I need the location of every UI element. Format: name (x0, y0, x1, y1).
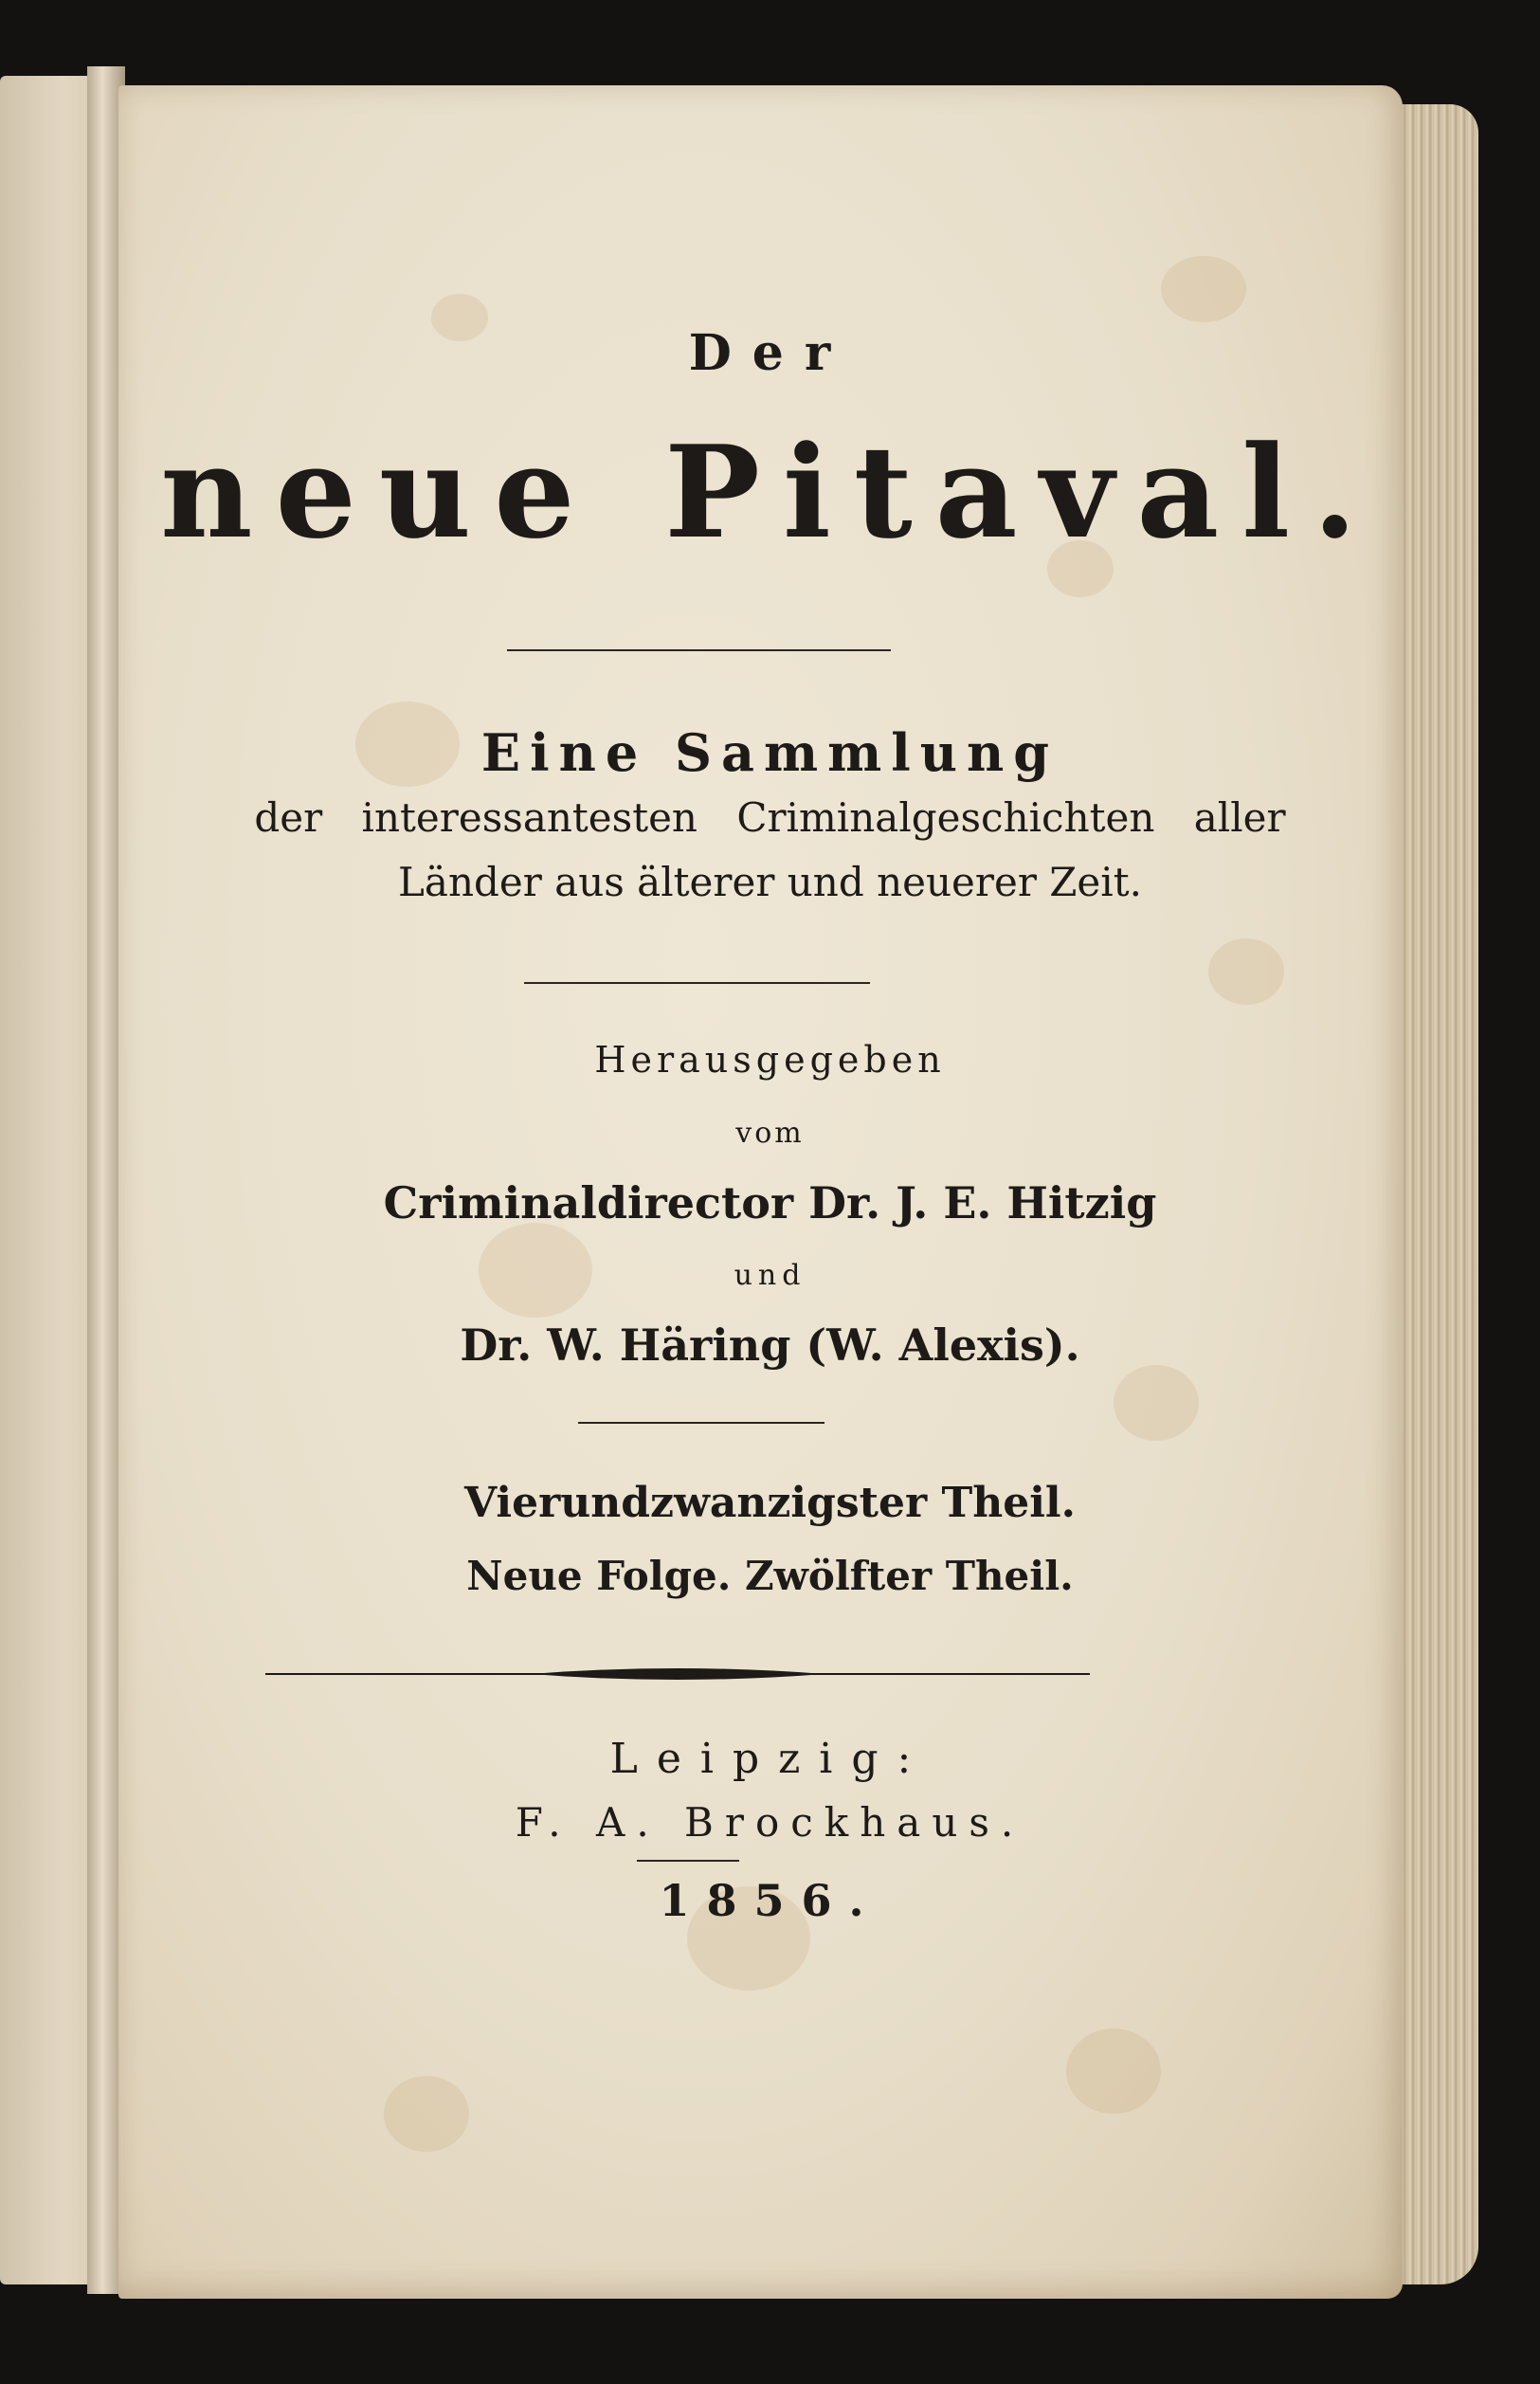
editor-und: und (734, 1259, 806, 1292)
divider-bottom (637, 1860, 739, 1862)
subtitle-line-3: Länder aus älterer und neuerer Zeit. (398, 859, 1142, 905)
book-title: neue Pitaval. (160, 417, 1380, 567)
editor-hitzig: Criminaldirector Dr. J. E. Hitzig (383, 1177, 1157, 1228)
editor-haering: Dr. W. Häring (W. Alexis). (460, 1319, 1080, 1371)
publisher-city: Leipzig: (609, 1735, 931, 1783)
publisher-name: F. A. Brockhaus. (515, 1799, 1025, 1846)
ornamental-rule (265, 1665, 1090, 1683)
title-der: Der (688, 324, 852, 382)
editor-intro: Herausgegeben (594, 1039, 946, 1081)
volume-number: Vierundzwanzigster Theil. (464, 1479, 1076, 1527)
subtitle-sammlung: Eine Sammlung (480, 722, 1060, 783)
divider-short (578, 1422, 824, 1424)
editor-vom: vom (735, 1117, 805, 1150)
divider-top (507, 649, 891, 651)
subtitle-line-2: der interessantesten Criminalgeschichten aller (254, 794, 1286, 841)
series-info: Neue Folge. Zwölfter Theil. (466, 1553, 1074, 1599)
divider-middle (524, 982, 870, 984)
publication-year: 1856. (659, 1875, 881, 1926)
